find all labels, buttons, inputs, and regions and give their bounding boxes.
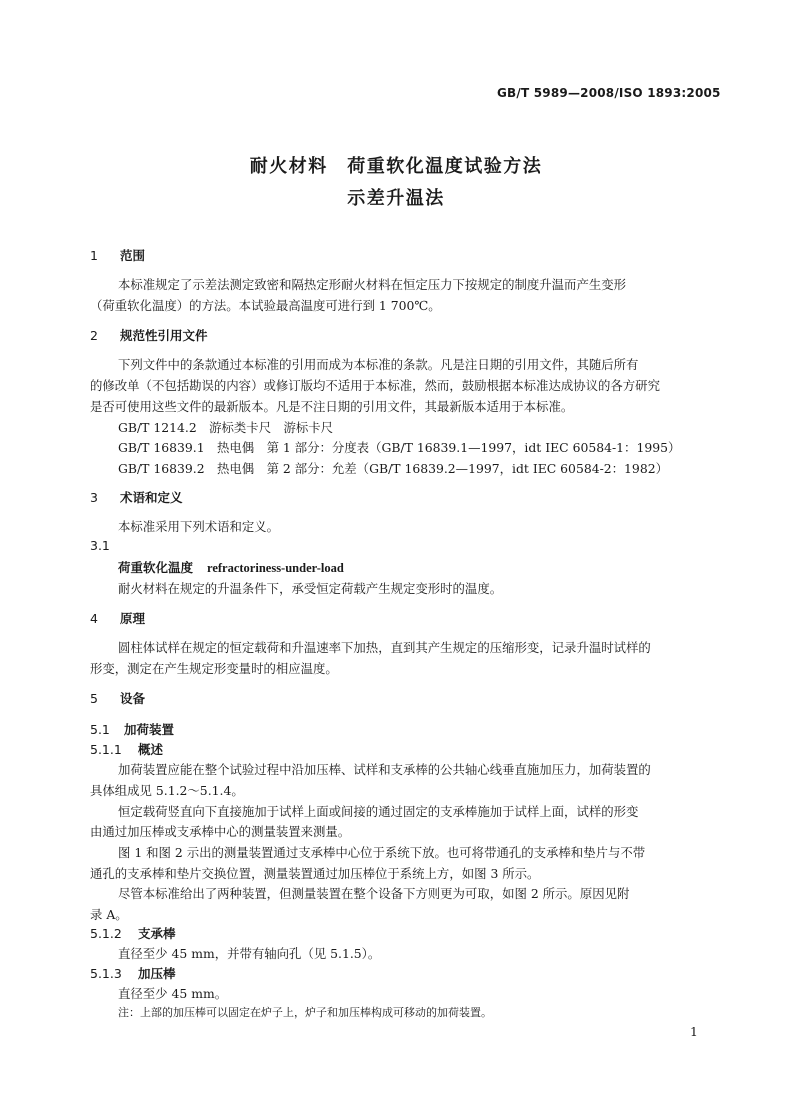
section-title: 术语和定义: [120, 490, 183, 505]
clause-title: 概述: [138, 742, 164, 757]
reference-item: GB/T 16839.1 热电偶 第 1 部分：分度表（GB/T 16839.1—1997，idt IEC 60584-1：1995）: [118, 440, 681, 455]
section-number: 5: [90, 691, 98, 706]
clause-number: 5.1.1: [90, 742, 122, 757]
term-chinese: 荷重软化温度: [118, 560, 194, 575]
paragraph-line: 尽管本标准给出了两种装置，但测量装置在整个设备下方则更为可取，如图 2 所示。原因见附: [118, 886, 630, 901]
section-2-heading: [90, 326, 208, 344]
paragraph-line: 直径至少 45 mm。: [118, 986, 228, 1001]
paragraph-line: 通孔的支承棒和垫片交换位置，测量装置通过加压棒位于系统上方，如图 3 所示。: [90, 866, 540, 881]
section-title: 设备: [120, 691, 146, 706]
reference-item: GB/T 16839.2 热电偶 第 2 部分：允差（GB/T 16839.2—1997，idt IEC 60584-2：1982）: [118, 461, 668, 476]
section-3-heading: [90, 488, 183, 506]
document-title-line1: 耐火材料 荷重软化温度试验方法: [249, 156, 543, 177]
clause-number: 5.1.2: [90, 926, 122, 941]
section-number: 4: [90, 611, 98, 626]
paragraph-line: 录 A。: [90, 907, 128, 922]
paragraph-line: 圆柱体试样在规定的恒定载荷和升温速率下加热，直到其产生规定的压缩形变，记录升温时试样的: [118, 640, 651, 655]
section-number: 2: [90, 328, 98, 343]
clause-number: 3.1: [90, 538, 110, 553]
clause-5-1-1-heading: [90, 740, 163, 758]
paragraph-line: 直径至少 45 mm，并带有轴向孔（见 5.1.5）。: [118, 946, 381, 961]
paragraph-line: 本标准规定了示差法测定致密和隔热定形耐火材料在恒定压力下按规定的制度升温而产生变形: [118, 277, 627, 292]
section-5-heading: [90, 689, 145, 707]
section-number: 1: [90, 248, 98, 263]
paragraph-line: 形变，测定在产生规定形变量时的相应温度。: [90, 661, 338, 676]
clause-5-1-heading: [90, 720, 174, 738]
clause-title: 支承棒: [138, 926, 176, 941]
note: 注：上部的加压棒可以固定在炉子上，炉子和加压棒构成可移动的加荷装置。: [118, 1006, 492, 1019]
paragraph-line: 图 1 和图 2 示出的测量装置通过支承棒中心位于系统下放。也可将带通孔的支承棒和垫片与不带: [118, 845, 646, 860]
section-title: 范围: [120, 248, 146, 263]
paragraph-line: 加荷装置应能在整个试验过程中沿加压棒、试样和支承棒的公共轴心线垂直施加压力，加荷装置的: [118, 762, 651, 777]
document-title-line2: 示差升温法: [347, 188, 445, 209]
term-definition: 耐火材料在规定的升温条件下，承受恒定荷载产生规定变形时的温度。: [118, 581, 503, 596]
section-1-heading: [90, 246, 145, 264]
section-title: 原理: [120, 611, 146, 626]
paragraph-line: 具体组成见 5.1.2～5.1.4。: [90, 783, 244, 798]
section-number: 3: [90, 490, 98, 505]
paragraph-line: 本标准采用下列术语和定义。: [118, 519, 280, 534]
clause-number: 5.1.3: [90, 966, 122, 981]
clause-title: 加荷装置: [124, 722, 175, 737]
clause-number: 5.1: [90, 722, 110, 737]
section-4-heading: [90, 609, 145, 627]
paragraph-line: （荷重软化温度）的方法。本试验最高温度可进行到 1 700℃。: [90, 298, 441, 313]
term-entry: [118, 558, 344, 576]
reference-item: GB/T 1214.2 游标类卡尺 游标卡尺: [118, 420, 334, 435]
page-number: 1: [690, 1024, 698, 1039]
paragraph-line: 恒定载荷竖直向下直接施加于试样上面或间接的通过固定的支承棒施加于试样上面，试样的形变: [118, 804, 639, 819]
paragraph-line: 下列文件中的条款通过本标准的引用而成为本标准的条款。凡是注日期的引用文件，其随后所有: [118, 357, 639, 372]
paragraph-line: 是否可使用这些文件的最新版本。凡是不注日期的引用文件，其最新版本适用于本标准。: [90, 399, 574, 414]
clause-5-1-2-heading: [90, 924, 176, 942]
paragraph-line: 由通过加压棒或支承棒中心的测量装置来测量。: [90, 824, 351, 839]
section-title: 规范性引用文件: [120, 328, 208, 343]
clause-title: 加压棒: [138, 966, 176, 981]
term-english: refractoriness-under-load: [207, 561, 344, 575]
clause-5-1-3-heading: [90, 964, 176, 982]
paragraph-line: 的修改单（不包括勘误的内容）或修订版均不适用于本标准，然而，鼓励根据本标准达成协议的各方研究: [90, 378, 660, 393]
standard-code: GB/T 5989—2008/ISO 1893:2005: [497, 86, 721, 100]
